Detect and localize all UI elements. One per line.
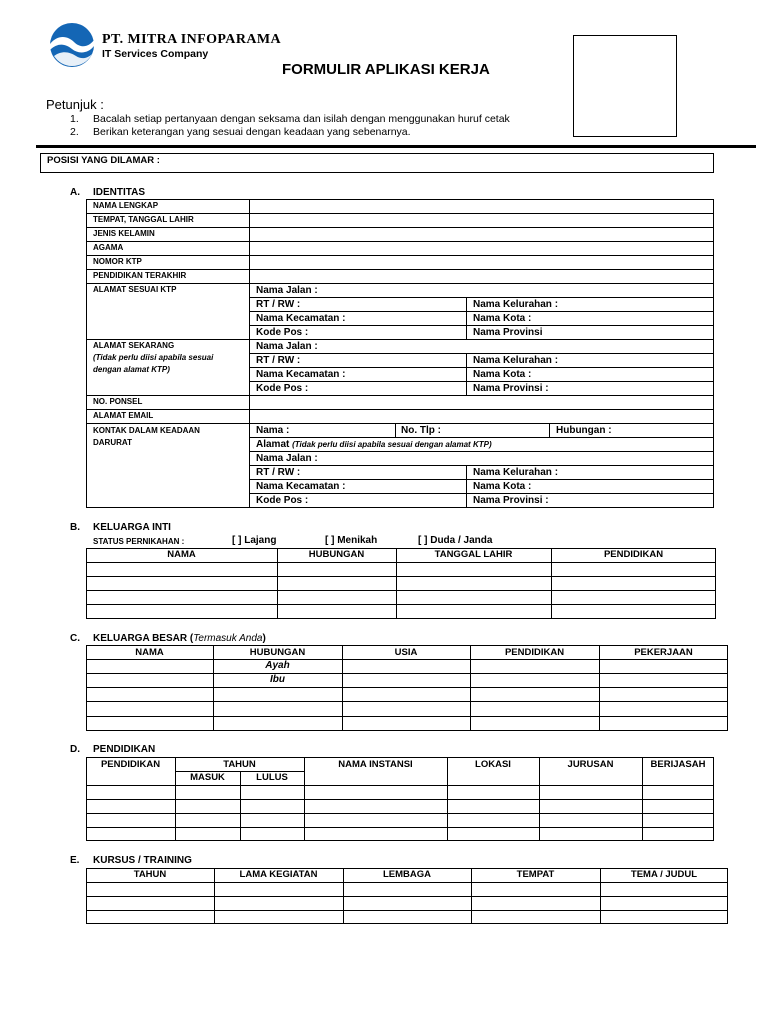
label-ktp-number: NOMOR KTP	[93, 257, 142, 266]
emergency-rtrw-field[interactable]: RT / RW :	[256, 467, 301, 478]
e-header-lama-kegiatan: LAMA KEGIATAN	[239, 869, 318, 880]
instruction-item: 1. Bacalah setiap pertanyaan dengan seksama dan isilah dengan menggunakan huruf cetak	[70, 113, 510, 125]
ktp-rtrw-field[interactable]: RT / RW :	[256, 299, 301, 310]
marital-option-single[interactable]: [ ] Lajang	[232, 535, 277, 546]
ktp-city-field[interactable]: Nama Kota :	[473, 313, 532, 324]
c-row-ayah: Ayah	[265, 660, 290, 671]
e-header-tema: TEMA / JUDUL	[630, 869, 698, 880]
label-current-address: ALAMAT SEKARANG	[93, 341, 175, 350]
current-rtrw-field[interactable]: RT / RW :	[256, 355, 301, 366]
d-header-lokasi: LOKASI	[475, 759, 511, 770]
emergency-name-field[interactable]: Nama :	[256, 425, 290, 436]
emergency-relation-field[interactable]: Hubungan :	[556, 425, 612, 436]
emergency-kecamatan-field[interactable]: Nama Kecamatan :	[256, 481, 346, 492]
current-postcode-field[interactable]: Kode Pos :	[256, 383, 309, 394]
instruction-item: 2. Berikan keterangan yang sesuai dengan keadaan yang sebenarnya.	[70, 126, 411, 138]
d-header-tahun: TAHUN	[223, 759, 256, 770]
d-header-instansi: NAMA INSTANSI	[338, 759, 413, 770]
label-phone: NO. PONSEL	[93, 397, 143, 406]
marital-status-label: STATUS PERNIKAHAN :	[93, 537, 185, 546]
d-header-lulus: LULUS	[256, 772, 288, 783]
d-header-pendidikan: PENDIDIKAN	[100, 759, 161, 770]
ktp-province-field[interactable]: Nama Provinsi	[473, 327, 543, 338]
b-header-pendidikan: PENDIDIKAN	[603, 549, 664, 560]
ktp-kelurahan-field[interactable]: Nama Kelurahan :	[473, 299, 559, 310]
marital-option-widowed[interactable]: [ ] Duda / Janda	[418, 535, 493, 546]
label-ktp-address: ALAMAT SESUAI KTP	[93, 285, 177, 294]
emergency-postcode-field[interactable]: Kode Pos :	[256, 495, 309, 506]
current-street-field[interactable]: Nama Jalan :	[256, 341, 318, 352]
d-header-masuk: MASUK	[190, 772, 225, 783]
company-name: PT. MITRA INFOPARAMA	[102, 32, 281, 47]
instructions-label: Petunjuk :	[46, 97, 104, 112]
current-province-field[interactable]: Nama Provinsi :	[473, 383, 549, 394]
b-header-nama: NAMA	[167, 549, 196, 560]
emergency-province-field[interactable]: Nama Provinsi :	[473, 495, 549, 506]
company-subtitle: IT Services Company	[102, 48, 209, 60]
position-applied-field[interactable]	[40, 153, 714, 173]
b-header-hubungan: HUBUNGAN	[308, 549, 365, 560]
emergency-kelurahan-field[interactable]: Nama Kelurahan :	[473, 467, 559, 478]
c-header-nama: NAMA	[135, 647, 164, 658]
emergency-street-field[interactable]: Nama Jalan :	[256, 453, 318, 464]
c-header-usia: USIA	[394, 647, 418, 658]
company-logo-icon	[48, 22, 96, 68]
b-header-tanggal-lahir: TANGGAL LAHIR	[434, 549, 513, 560]
marital-option-married[interactable]: [ ] Menikah	[325, 535, 378, 546]
e-header-tahun: TAHUN	[133, 869, 167, 880]
position-label: POSISI YANG DILAMAR :	[47, 155, 160, 166]
c-header-pendidikan: PENDIDIKAN	[504, 647, 565, 658]
label-emergency-contact: KONTAK DALAM KEADAAN DARURAT	[93, 426, 200, 447]
current-kelurahan-field[interactable]: Nama Kelurahan :	[473, 355, 559, 366]
c-row-ibu: Ibu	[270, 674, 285, 685]
e-header-lembaga: LEMBAGA	[382, 869, 432, 880]
form-title: FORMULIR APLIKASI KERJA	[282, 61, 490, 78]
current-kecamatan-field[interactable]: Nama Kecamatan :	[256, 369, 346, 380]
current-city-field[interactable]: Nama Kota :	[473, 369, 532, 380]
label-email: ALAMAT EMAIL	[93, 411, 154, 420]
emergency-city-field[interactable]: Nama Kota :	[473, 481, 532, 492]
d-header-berijasah: BERIJASAH	[650, 759, 706, 770]
emergency-address-label: Alamat (Tidak perlu diisi apabila sesuai dengan alamat KTP)	[256, 439, 492, 450]
ktp-street-field[interactable]: Nama Jalan :	[256, 285, 318, 296]
e-header-tempat: TEMPAT	[516, 869, 555, 880]
header-divider	[36, 145, 756, 148]
d-header-jurusan: JURUSAN	[567, 759, 614, 770]
ktp-postcode-field[interactable]: Kode Pos :	[256, 327, 309, 338]
ktp-kecamatan-field[interactable]: Nama Kecamatan :	[256, 313, 346, 324]
label-full-name: NAMA LENGKAP	[93, 201, 159, 210]
emergency-phone-field[interactable]: No. Tlp :	[401, 425, 441, 436]
photo-box[interactable]	[573, 35, 677, 137]
c-header-pekerjaan: PEKERJAAN	[634, 647, 693, 658]
c-header-hubungan: HUBUNGAN	[249, 647, 306, 658]
label-birth: TEMPAT, TANGGAL LAHIR	[93, 215, 194, 224]
label-last-education: PENDIDIKAN TERAKHIR	[93, 271, 187, 280]
current-address-note: (Tidak perlu diisi apabila sesuai dengan alamat KTP)	[93, 353, 214, 374]
label-gender: JENIS KELAMIN	[93, 229, 155, 238]
label-religion: AGAMA	[93, 243, 124, 252]
